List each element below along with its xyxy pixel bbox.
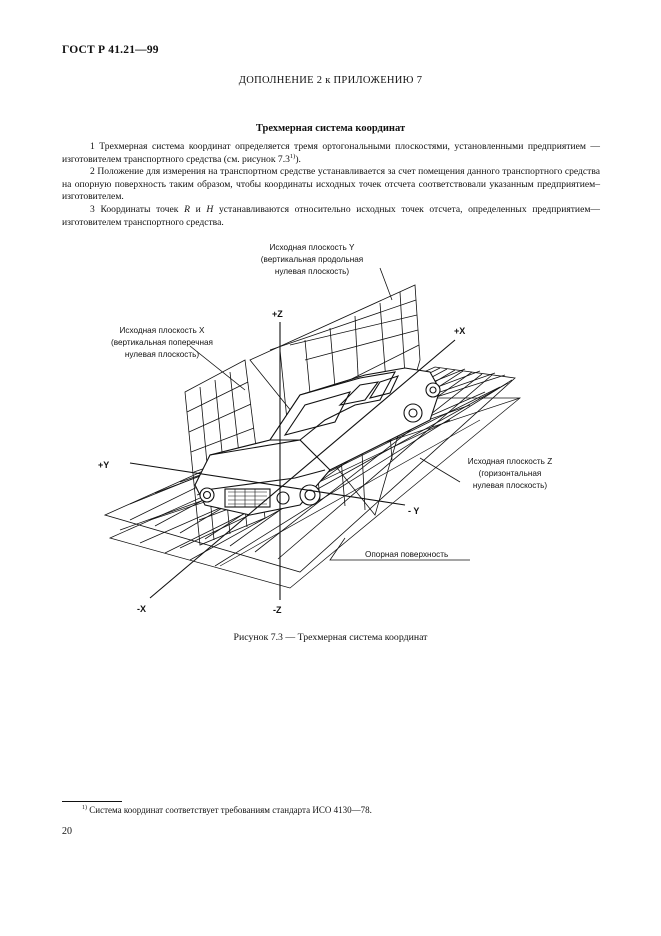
footnote-rule [62, 801, 122, 802]
axis-label-minus-z: -Z [273, 605, 282, 615]
svg-text:(вертикальная поперечная: (вертикальная поперечная [111, 338, 213, 347]
section-title: Трехмерная система координат [255, 123, 406, 134]
axis-label-minus-y: - Y [408, 506, 420, 516]
svg-text:Исходная плоскость Y: Исходная плоскость Y [269, 243, 355, 252]
footnote: $^{1)}$ Система координат соответствует требованиям стандарта ИСО 4130—78. [82, 805, 372, 815]
svg-text:(вертикальная продольная: (вертикальная продольная [260, 255, 364, 264]
paragraph-1: 1 Трехмерная система координат определяется тремя ортогональными плоскостями, установленными предприятием — изготовителем транспортного средства (см. рисунок 7.3$^{1)}$). [62, 141, 600, 165]
document-code: ГОСТ Р 41.21—99 [62, 44, 159, 56]
svg-text:Исходная плоскость X: Исходная плоскость X [119, 326, 205, 335]
label-plane-x [111, 326, 213, 359]
axis-label-plus-x: +X [454, 326, 466, 336]
svg-text:нулевая плоскость): нулевая плоскость) [124, 350, 200, 359]
label-plane-y [261, 243, 363, 276]
appendix-title: ДОПОЛНЕНИЕ 2 к ПРИЛОЖЕНИЮ 7 [238, 75, 423, 86]
paragraph-2: 2 Положение для измерения на транспортном средстве устанавливается за счет помещения данного транспортного средства на опорную поверхность таким образом, чтобы координаты исходных точек отсчета соответствовали указанным предприятием–изготовителем. [62, 166, 600, 203]
label-plane-z [468, 457, 552, 490]
svg-text:(горизонтальная: (горизонтальная [478, 469, 542, 478]
svg-text:нулевая плоскость): нулевая плоскость) [472, 481, 548, 490]
svg-text:Исходная плоскость Z: Исходная плоскость Z [467, 457, 553, 466]
axis-label-minus-x: -X [137, 604, 146, 614]
svg-text:нулевая плоскость): нулевая плоскость) [274, 267, 350, 276]
axis-label-plus-z: +Z [272, 309, 283, 319]
axis-label-plus-y: +Y [98, 460, 110, 470]
page-number: 20 [62, 826, 72, 837]
paragraph-3: 3 Координаты точек R и H устанавливаются относительно исходных точек отсчета, определенных предприятием—изготовителем транспортного средства. [62, 203, 600, 228]
footnote-ref: 1) [289, 152, 296, 160]
label-support-surface: Опорная поверхность [365, 550, 449, 559]
figure-caption: Рисунок 7.3 — Трехмерная система координат [233, 632, 428, 643]
